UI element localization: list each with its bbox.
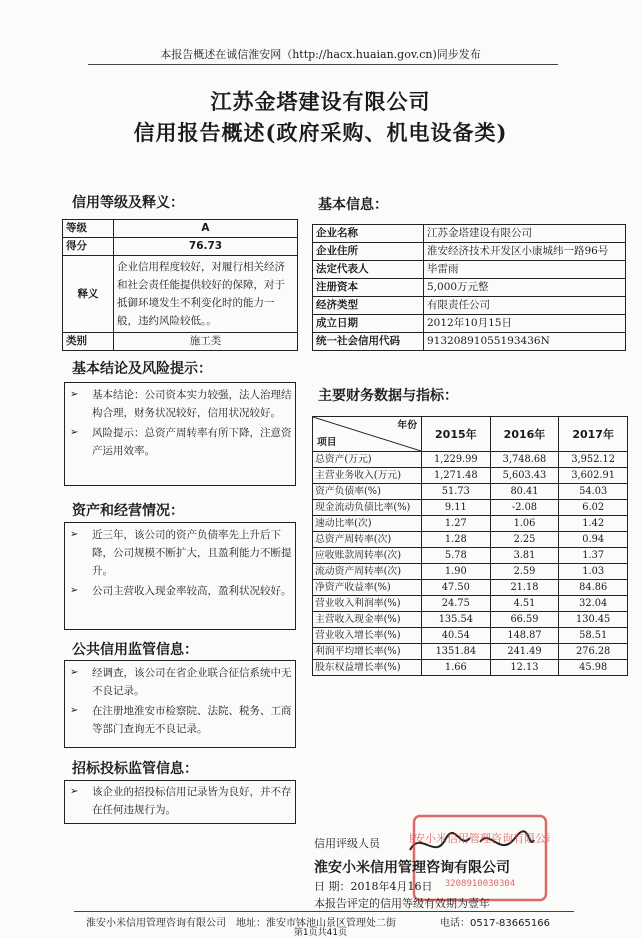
- date-value: 2018年4月16日: [350, 880, 433, 893]
- basic-info-row: [313, 261, 626, 279]
- bullet-text: 风险提示：总资产周转率有所下降，注意资产运用效率。: [92, 427, 292, 457]
- bullet-item: [70, 702, 292, 738]
- supervision-section-title: 公共信用监管信息：: [72, 642, 198, 658]
- conclusion-list: [70, 386, 292, 462]
- financial-value: 21.18: [490, 580, 559, 596]
- bullet-text: 基本结论：公司资本实力较强，法人治理结构合理，财务状况较好，信用状况较好。: [92, 389, 292, 419]
- bullet-text: 在注册地淮安市检察院、法院、税务、工商等部门查询无不良记录。: [92, 705, 292, 735]
- company-title: 江苏金塔建设有限公司: [210, 89, 431, 114]
- financial-item-label: 利润平均增长率(%): [313, 644, 422, 660]
- financial-value: 1.06: [490, 516, 559, 532]
- bullet-item: [70, 582, 292, 600]
- financial-row: [313, 484, 628, 500]
- financial-item-label: 流动资产周转率(次): [313, 564, 422, 580]
- financial-value: 9.11: [422, 500, 491, 516]
- financial-value: 1.37: [559, 548, 628, 564]
- year-header-2017: 2017年: [559, 417, 628, 452]
- financial-item-label: 营业收入利润率(%): [313, 596, 422, 612]
- financial-item-label: 现金流动负债比率(%): [313, 500, 422, 516]
- financial-value: 6.02: [559, 500, 628, 516]
- financial-value: 12.13: [490, 660, 559, 676]
- grade-value: A: [114, 220, 298, 238]
- basic-info-label: 经济类型: [313, 297, 424, 315]
- bidding-section-title: 招标投标监管信息：: [72, 761, 198, 777]
- arrow-bullet-icon: ➢: [70, 667, 79, 678]
- financial-value: 3,952.12: [559, 452, 628, 468]
- operations-list: [70, 526, 292, 602]
- footer-phone: 电话：0517-83665166: [440, 918, 550, 929]
- financial-value: 1.66: [422, 660, 491, 676]
- basic-info-value: 淮安经济技术开发区小康城纬一路96号: [424, 243, 626, 261]
- bullet-item: [70, 424, 292, 460]
- basic-info-value: 5,000万元整: [424, 279, 626, 297]
- header-year-label: 年份: [397, 420, 417, 431]
- validity-note: 本报告评定的信用等级有效期为壹年: [314, 897, 490, 910]
- bullet-item: [70, 526, 292, 580]
- basic-info-value: 毕雷雨: [424, 261, 626, 279]
- financial-table: [312, 416, 628, 676]
- category-value: 施工类: [114, 333, 298, 351]
- meaning-label: 释义: [63, 256, 114, 333]
- financial-row: [313, 628, 628, 644]
- arrow-bullet-icon: ➢: [70, 529, 79, 540]
- financial-value: 4.51: [490, 596, 559, 612]
- financial-row: [313, 452, 628, 468]
- financial-value: 2.25: [490, 532, 559, 548]
- financial-item-label: 主营业务收入(万元): [313, 468, 422, 484]
- report-title: 信用报告概述(政府采购、机电设备类): [133, 120, 508, 145]
- bullet-text: 近三年，该公司的资产负债率先上升后下降，公司规模不断扩大，且盈利能力不断提升。: [92, 529, 292, 577]
- agency-name: 淮安小米信用管理咨询有限公司: [314, 860, 510, 876]
- basic-info-label: 企业名称: [313, 225, 424, 243]
- financial-value: 130.45: [559, 612, 628, 628]
- basic-info-row: [313, 333, 626, 351]
- arrow-bullet-icon: ➢: [70, 705, 79, 716]
- financial-value: 241.49: [490, 644, 559, 660]
- year-header-2016: 2016年: [490, 417, 559, 452]
- bullet-item: [70, 386, 292, 422]
- basic-info-label: 成立日期: [313, 315, 424, 333]
- financial-value: 3,748.68: [490, 452, 559, 468]
- basic-info-table: [312, 224, 626, 351]
- footer-company: 淮安小米信用管理咨询有限公司: [86, 918, 226, 929]
- financial-item-label: 速动比率(次): [313, 516, 422, 532]
- basic-info-row: [313, 297, 626, 315]
- financial-row: [313, 468, 628, 484]
- basic-info-row: [313, 225, 626, 243]
- financial-value: 1.28: [422, 532, 491, 548]
- financial-value: 1.90: [422, 564, 491, 580]
- basic-info-label: 注册资本: [313, 279, 424, 297]
- arrow-bullet-icon: ➢: [70, 585, 79, 596]
- financial-value: 2.59: [490, 564, 559, 580]
- financial-item-label: 净资产收益率(%): [313, 580, 422, 596]
- financial-value: 5,603.43: [490, 468, 559, 484]
- footer-page: 第1页共41页: [293, 928, 348, 938]
- financial-value: 3.81: [490, 548, 559, 564]
- rating-table: [62, 219, 298, 351]
- financial-value: 1,271.48: [422, 468, 491, 484]
- financial-value: 80.41: [490, 484, 559, 500]
- financial-value: 3,602.91: [559, 468, 628, 484]
- financial-value: 0.94: [559, 532, 628, 548]
- arrow-bullet-icon: ➢: [70, 389, 79, 400]
- category-label: 类别: [63, 333, 114, 351]
- header-note: 本报告概述在诚信淮安网（http://hacx.huaian.gov.cn)同步发布: [160, 48, 481, 61]
- basic-info-label: 法定代表人: [313, 261, 424, 279]
- bidding-list: [70, 783, 292, 821]
- financial-value: 66.59: [490, 612, 559, 628]
- bullet-text: 公司主营收入现金率较高，盈利状况较好。: [92, 585, 292, 597]
- financial-corner-cell: [313, 417, 422, 452]
- arrow-bullet-icon: ➢: [70, 427, 79, 438]
- date-label: 日 期：: [314, 880, 351, 893]
- financial-row: [313, 612, 628, 628]
- financial-value: 5.78: [422, 548, 491, 564]
- financial-row: [313, 644, 628, 660]
- financial-value: -2.08: [490, 500, 559, 516]
- basic-info-row: [313, 279, 626, 297]
- bullet-text: 经调查，该公司在省企业联合征信系统中无不良记录。: [92, 667, 292, 697]
- financial-value: 40.54: [422, 628, 491, 644]
- operations-section-title: 资产和经营情况：: [72, 503, 184, 519]
- financial-row: [313, 660, 628, 676]
- rater-label: 信用评级人员: [314, 837, 380, 850]
- financial-value: 84.86: [559, 580, 628, 596]
- financial-value: 1.42: [559, 516, 628, 532]
- basic-info-label: 统一社会信用代码: [313, 333, 424, 351]
- basic-info-value: 91320891055193436N: [424, 333, 626, 351]
- rating-section-title: 信用等级及释义：: [72, 195, 184, 211]
- financial-value: 276.28: [559, 644, 628, 660]
- financial-value: 51.73: [422, 484, 491, 500]
- financial-item-label: 总资产(万元): [313, 452, 422, 468]
- basic-info-value: 2012年10月15日: [424, 315, 626, 333]
- financial-value: 45.98: [559, 660, 628, 676]
- basic-info-section-title: 基本信息：: [318, 197, 388, 213]
- bullet-text: 该企业的招投标信用记录皆为良好，并不存在任何违规行为。: [92, 786, 292, 816]
- financial-row: [313, 532, 628, 548]
- header-item-label: 项目: [317, 437, 337, 448]
- financial-row: [313, 500, 628, 516]
- bullet-item: [70, 783, 292, 819]
- supervision-list: [70, 664, 292, 740]
- financial-section-title: 主要财务数据与指标：: [318, 388, 458, 404]
- stamp-text: 淮安小米信用管理咨询有限公司: [410, 832, 550, 845]
- score-value: 76.73: [114, 238, 298, 256]
- financial-value: 1351.84: [422, 644, 491, 660]
- financial-value: 32.04: [559, 596, 628, 612]
- conclusion-section-title: 基本结论及风险提示：: [72, 361, 212, 377]
- financial-row: [313, 548, 628, 564]
- financial-value: 1.03: [559, 564, 628, 580]
- arrow-bullet-icon: ➢: [70, 786, 79, 797]
- financial-value: 47.50: [422, 580, 491, 596]
- basic-info-row: [313, 243, 626, 261]
- financial-value: 1,229.99: [422, 452, 491, 468]
- financial-value: 135.54: [422, 612, 491, 628]
- basic-info-label: 企业住所: [313, 243, 424, 261]
- header-divider: [88, 64, 558, 65]
- financial-value: 1.27: [422, 516, 491, 532]
- basic-info-value: 江苏金塔建设有限公司: [424, 225, 626, 243]
- financial-value: 54.03: [559, 484, 628, 500]
- financial-row: [313, 516, 628, 532]
- score-label: 得分: [63, 238, 114, 256]
- financial-value: 148.87: [490, 628, 559, 644]
- financial-value: 24.75: [422, 596, 491, 612]
- financial-item-label: 营业收入增长率(%): [313, 628, 422, 644]
- financial-row: [313, 580, 628, 596]
- basic-info-value: 有限责任公司: [424, 297, 626, 315]
- financial-item-label: 主营收入现金率(%): [313, 612, 422, 628]
- financial-value: 58.51: [559, 628, 628, 644]
- basic-info-row: [313, 315, 626, 333]
- financial-row: [313, 564, 628, 580]
- financial-item-label: 总资产周转率(次): [313, 532, 422, 548]
- bullet-item: [70, 664, 292, 700]
- grade-label: 等级: [63, 220, 114, 238]
- footer-divider: [74, 911, 574, 912]
- financial-item-label: 应收账款周转率(次): [313, 548, 422, 564]
- financial-row: [313, 596, 628, 612]
- year-header-2015: 2015年: [422, 417, 491, 452]
- date-line: [314, 878, 433, 894]
- stamp-number: 3208910030304: [444, 879, 516, 889]
- footer-address: 地址：淮安市钵池山景区管理处二街: [236, 918, 396, 929]
- financial-item-label: 资产负债率(%): [313, 484, 422, 500]
- financial-item-label: 股东权益增长率(%): [313, 660, 422, 676]
- meaning-text: 企业信用程度较好，对履行相关经济和社会责任能提供较好的保障，对于抵御环境发生不利变化时的能力一般，违约风险较低。。: [114, 256, 298, 333]
